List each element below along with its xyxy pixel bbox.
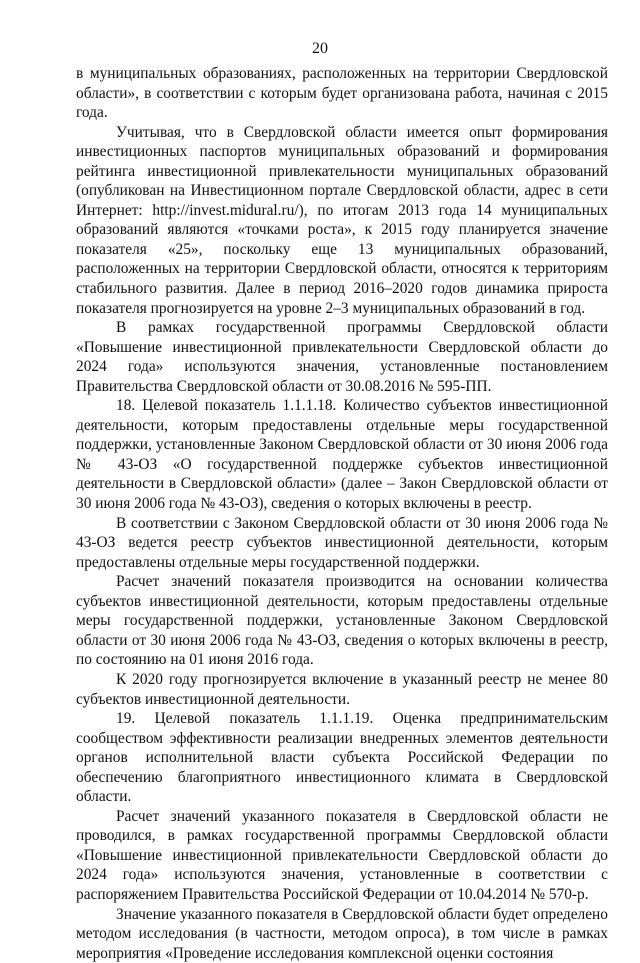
paragraph-survey-method: Значение указанного показателя в Свердловской области будет определено методом исследования (в частности, методом опроса), в том числе в рамках мероприятия «Проведение исследования комплексной оценки состояния: [76, 905, 608, 962]
paragraph-state-program-values: В рамках государственной программы Свердловской области «Повышение инвестиционной привлекательности Свердловской области до 2024 года» используются значения, установленные постановлением Правительства Свердловской области от 30.08.2016 № 595-ПП.: [76, 319, 608, 395]
paragraph-calculation-19: Расчет значений указанного показателя в Свердловской области не проводился, в рамках государственной программы Свердловской области «Повышение инвестиционной привлекательности Свердловской области до 2024 года» используются значения, установленные в соответствии с распоряжением Правительства Российской Федерации от 10.04.2014 № 570-р.: [76, 807, 608, 903]
paragraph-target-indicator-18: 18. Целевой показатель 1.1.1.18. Количество субъектов инвестиционной деятельности, которым предоставлены отдельные меры государственной поддержки, установленные Законом Свердловской области от 30 июня 2006 года № 43-ОЗ «О государственной поддержке субъектов инвестиционной деятельности в Свердловской области» (далее – Закон Свердловской области от 30 июня 2006 года № 43-ОЗ), сведения о которых включены в реестр.: [76, 397, 608, 513]
paragraph-continuation: в муниципальных образованиях, расположенных на территории Свердловской области», в соответствии с которым будет организована работа, начиная с 2015 года.: [76, 65, 608, 122]
page-number: 20: [312, 40, 328, 57]
paragraph-target-indicator-19: 19. Целевой показатель 1.1.1.19. Оценка предпринимательским сообществом эффективности реализации внедренных элементов деятельности органов исполнительной власти субъекта Российской Федерации по обеспечению благоприятного инвестиционного климата в Свердловской области.: [76, 710, 608, 806]
paragraph-registry: В соответствии с Законом Свердловской области от 30 июня 2006 года № 43-ОЗ ведется реестр субъектов инвестиционной деятельности, которым предоставлены отдельные меры государственной поддержки.: [76, 514, 608, 571]
paragraph-forecast-2020: К 2020 году прогнозируется включение в указанный реестр не менее 80 субъектов инвестиционной деятельности.: [76, 670, 608, 708]
paragraph-calculation-18: Расчет значений показателя производится на основании количества субъектов инвестиционной деятельности, которым предоставлены отдельные меры государственной поддержки, установленные Законом Свердловской области от 30 июня 2006 года № 43-ОЗ, сведения о которых включены в реестр, по состоянию на 01 июня 2016 года.: [76, 573, 608, 669]
document-body: [76, 64, 608, 963]
paragraph-investment-passports: Учитывая, что в Свердловской области имеется опыт формирования инвестиционных паспортов муниципальных образований и формирования рейтинга инвестиционной привлекательности муниципальных образований (опубликован на Инвестиционном портале Свердловской области, адрес в сети Интернет: http://invest.midural.ru/), по итогам 2013 года 14 муниципальных образований являются «точками роста», к 2015 году планируется значение показателя «25», поскольку еще 13 муниципальных образований, расположенных на территории Свердловской области, относятся к территориям стабильного развития. Далее в период 2016–2020 годов динамика прироста показателя прогнозируется на уровне 2–3 муниципальных образований в год.: [76, 123, 608, 317]
